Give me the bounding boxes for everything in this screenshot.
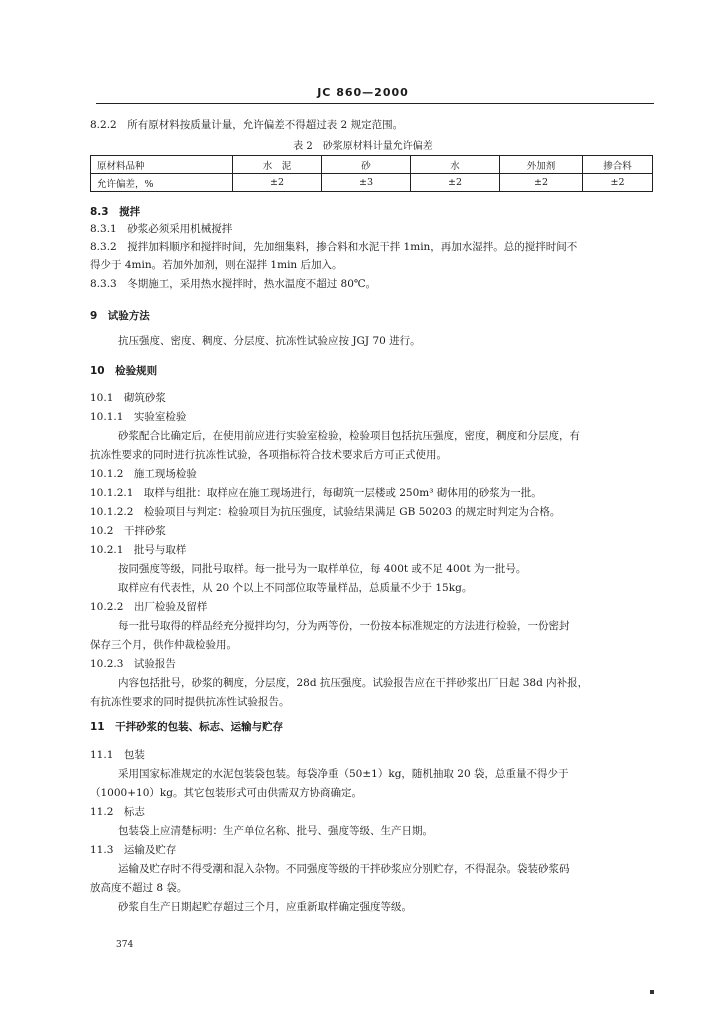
clause-line: 10.2.3 试验报告 <box>90 658 176 670</box>
body-line: 放高度不超过 8 袋。 <box>90 882 188 894</box>
clause-line: 10.1 砌筑砂浆 <box>90 392 166 404</box>
table-cell: ±2 <box>411 174 500 192</box>
table-cell: ±2 <box>233 174 322 192</box>
clause-line: 11.2 标志 <box>90 806 145 818</box>
clause-line: 11.3 运输及贮存 <box>90 844 177 856</box>
body-line: 保存三个月，供作仲裁检验用。 <box>90 639 237 651</box>
clause-line: 10.2.1 批号与取样 <box>90 544 187 556</box>
page-number: 374 <box>116 940 134 950</box>
section-heading: 9 试验方法 <box>90 310 150 322</box>
clause-line: 8.3.2 搅拌加料顺序和搅拌时间，先加细集料，掺合料和水泥干拌 1min，再加水湿拌。总的搅拌时间不 <box>90 241 578 253</box>
clause-line: 8.3.1 砂浆必须采用机械搅拌 <box>90 223 233 235</box>
section-heading: 10 检验规则 <box>90 365 158 377</box>
table-header-cell: 水 泥 <box>233 156 322 174</box>
body-line: 得少于 4min。若加外加剂，则在湿拌 1min 后加入。 <box>90 259 343 271</box>
header-rule <box>96 103 654 104</box>
table-header-cell: 掺合料 <box>583 156 653 174</box>
table-cell: ±2 <box>500 174 583 192</box>
body-line: 每一批号取得的样品经充分搅拌均匀，分为两等份，一份按本标准规定的方法进行检验，一份密封 <box>118 620 570 632</box>
table-cell: 允许偏差，% <box>91 174 233 192</box>
clause-line: 10.2 干拌砂浆 <box>90 525 166 537</box>
table-header-cell: 水 <box>411 156 500 174</box>
body-line: 抗冻性要求的同时进行抗冻性试验，各项指标符合技术要求后方可正式使用。 <box>90 449 447 461</box>
body-line: 采用国家标准规定的水泥包装袋包装。每袋净重（50±1）kg，随机抽取 20 袋，总重量不得少于 <box>118 768 569 780</box>
body-line: （1000+10）kg。其它包装形式可由供需双方协商确定。 <box>90 787 362 799</box>
body-line: 砂浆配合比确定后，在使用前应进行实验室检验，检验项目包括抗压强度，密度，稠度和分层度，有 <box>118 430 580 442</box>
clause-line: 11.1 包装 <box>90 749 145 761</box>
clause-line: 10.1.1 实验室检验 <box>90 411 187 423</box>
table-cell: ±3 <box>322 174 411 192</box>
body-line: 按同强度等级，同批号取样。每一批号为一取样单位，每 400t 或不足 400t 为一批号。 <box>118 563 527 575</box>
standard-number: JC 860—2000 <box>317 86 409 99</box>
section-heading: 11 干拌砂浆的包装、标志、运输与贮存 <box>90 721 284 733</box>
body-line: 取样应有代表性，从 20 个以上不同部位取等量样品，总质量不少于 15kg。 <box>118 582 473 594</box>
clause-line: 10.1.2.1 取样与组批：取样应在施工现场进行，每砌筑一层楼或 250m³ 砌体用的砂浆为一批。 <box>90 487 542 499</box>
table-header-cell: 外加剂 <box>500 156 583 174</box>
table-header-cell: 砂 <box>322 156 411 174</box>
clause-line: 8.3.3 冬期施工，采用热水搅拌时，热水温度不超过 80℃。 <box>90 278 377 290</box>
clause-8-2-2: 8.2.2 所有原材料按质量计量，允许偏差不得超过表 2 规定范围。 <box>90 119 404 131</box>
tolerance-table <box>90 155 653 192</box>
body-line: 砂浆自生产日期起贮存超过三个月，应重新取样确定强度等级。 <box>118 901 412 913</box>
clause-line: 10.1.2.2 检验项目与判定：检验项目为抗压强度，试验结果满足 GB 50203 的规定时判定为合格。 <box>90 506 561 518</box>
clause-line: 10.2.2 出厂检验及留样 <box>90 601 208 613</box>
body-line: 有抗冻性要求的同时提供抗冻性试验报告。 <box>90 696 290 708</box>
body-line: 运输及贮存时不得受潮和混入杂物。不同强度等级的干拌砂浆应分别贮存，不得混杂。袋装砂浆码 <box>118 863 570 875</box>
table-cell: ±2 <box>583 174 653 192</box>
table-row <box>91 174 653 192</box>
body-line: 内容包括批号，砂浆的稠度，分层度，28d 抗压强度。试验报告应在干拌砂浆出厂日起 38d 内补报， <box>118 677 589 689</box>
table-header-cell: 原材料品种 <box>91 156 233 174</box>
table-caption: 表 2 砂浆原材料计量允许偏差 <box>293 141 433 152</box>
clause-line: 10.1.2 施工现场检验 <box>90 468 197 480</box>
section-heading: 8.3 搅拌 <box>90 206 141 218</box>
scan-mark <box>650 990 654 994</box>
body-line: 包装袋上应清楚标明：生产单位名称、批号、强度等级、生产日期。 <box>118 825 433 837</box>
table-header-row <box>91 156 653 174</box>
body-line: 抗压强度、密度、稠度、分层度、抗冻性试验应按 JGJ 70 进行。 <box>118 335 421 347</box>
